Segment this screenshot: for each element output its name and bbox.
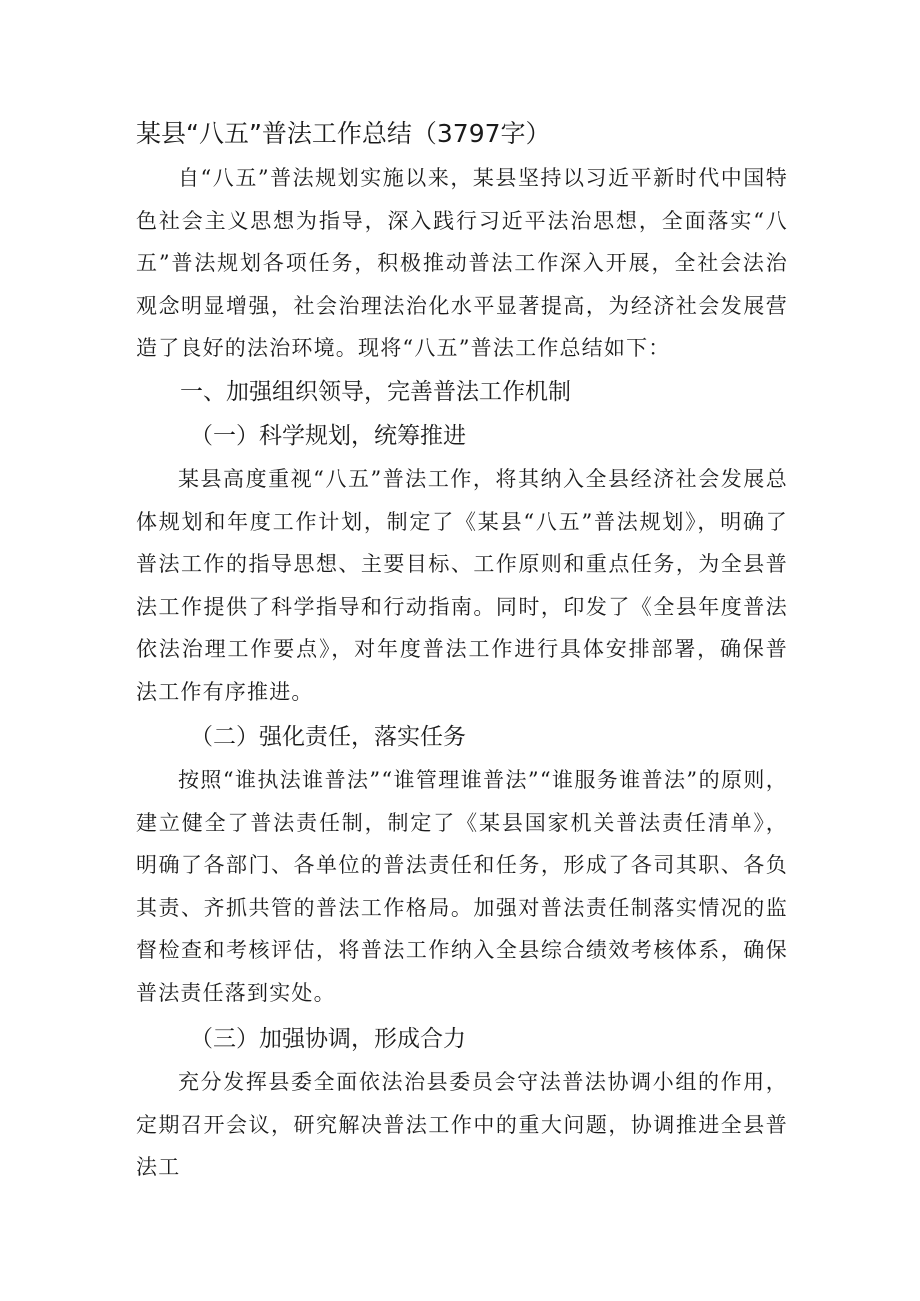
section-heading-1: 一、加强组织领导，完善普法工作机制 [180, 379, 571, 405]
subsection-heading-1: （一）科学规划，统筹推进 [190, 423, 466, 449]
subsection-paragraph-3: 充分发挥县委全面依法治县委员会守法普法协调小组的作用，定期召开会议，研究解决普法工作中的重大问题，协调推进全县普法工 [136, 1070, 788, 1179]
subsection-heading-2: （二）强化责任，落实任务 [190, 724, 466, 750]
subsection-paragraph-1: 某县高度重视“八五”普法工作，将其纳入全县经济社会发展总体规划和年度工作计划，制定了《某县“八五”普法规划》，明确了普法工作的指导思想、主要目标、工作原则和重点任务，为全县普法工作提供了科学指导和行动指南。同时，印发了《全县年度普法依法治理工作要点》，对年度普法工作进行具体安排部署，确保普法工作有序推进。 [136, 467, 788, 704]
document-title: 某县“八五”普法工作总结（3797字） [136, 119, 551, 148]
intro-paragraph: 自“八五”普法规划实施以来，某县坚持以习近平新时代中国特色社会主义思想为指导，深入践行习近平法治思想，全面落实“八五”普法规划各项任务，积极推动普法工作深入开展，全社会法治观念明显增强，社会治理法治化水平显著提高，为经济社会发展营造了良好的法治环境。现将“八五”普法工作总结如下： [136, 166, 788, 360]
subsection-heading-3: （三）加强协调，形成合力 [190, 1026, 466, 1052]
subsection-paragraph-2: 按照“谁执法谁普法”“谁管理谁普法”“谁服务谁普法”的原则，建立健全了普法责任制，制定了《某县国家机关普法责任清单》，明确了各部门、各单位的普法责任和任务，形成了各司其职、各负其责、齐抓共管的普法工作格局。加强对普法责任制落实情况的监督检查和考核评估，将普法工作纳入全县综合绩效考核体系，确保普法责任落到实处。 [136, 768, 788, 1005]
